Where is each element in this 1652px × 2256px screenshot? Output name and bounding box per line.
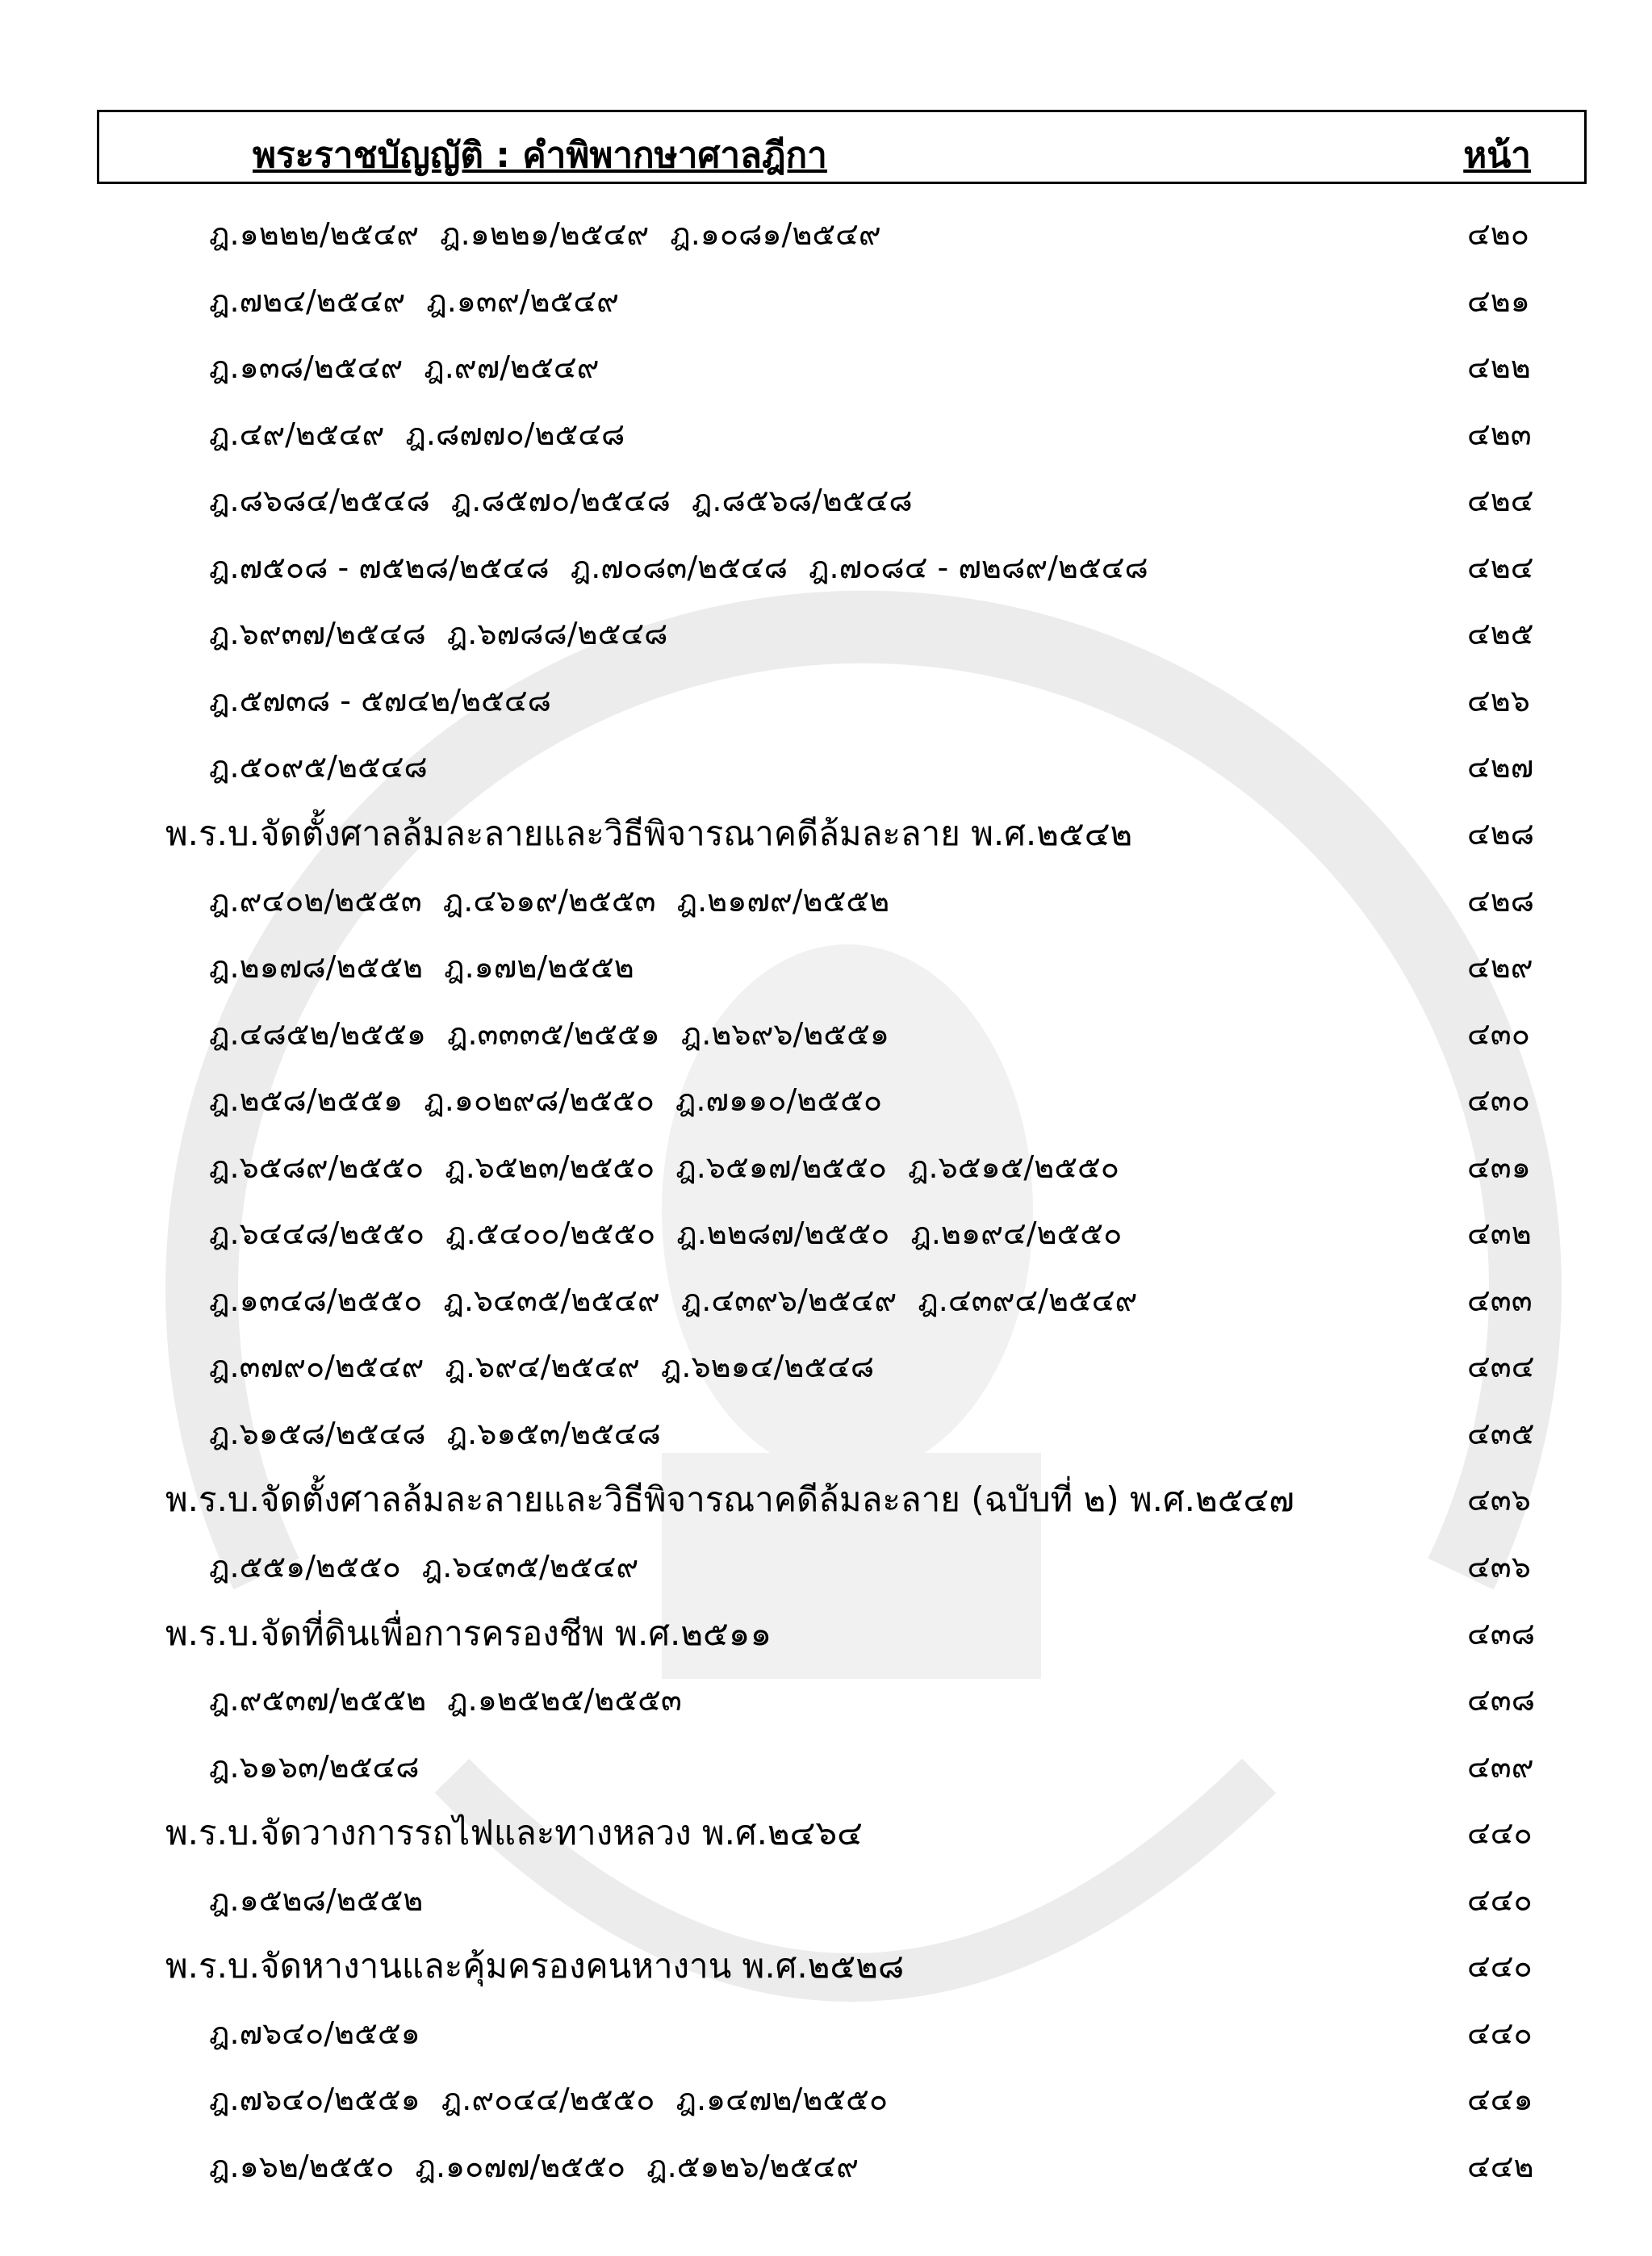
judgment-ref: ฎ.๔๙/๒๕๔๙	[209, 416, 385, 452]
act-heading-row	[0, 811, 1652, 877]
judgment-ref: ฎ.๑๗๒/๒๕๕๒	[444, 949, 634, 986]
judgment-ref: ฎ.๑๖๒/๒๕๕๐	[209, 2148, 395, 2184]
row-text	[209, 345, 620, 390]
page-number: ๔๓๔	[1467, 1349, 1535, 1385]
judgment-ref: ฎ.๑๒๕๒๕/๒๕๕๓	[447, 1682, 682, 1718]
judgment-ref: ฎ.๖๒๑๔/๒๕๔๘	[660, 1349, 875, 1385]
judgment-ref: ฎ.๗๑๑๐/๒๕๕๐	[675, 1082, 883, 1119]
judgment-ref: ฎ.๑๒๒๑/๒๕๔๙	[440, 216, 650, 252]
judgment-row	[0, 1411, 1652, 1477]
act-title: พ.ร.บ.จัดวางการรถไฟและทางหลวง พ.ศ.๒๔๖๔	[165, 1813, 863, 1853]
judgment-row	[0, 2077, 1652, 2143]
page-number: ๔๒๙	[1467, 949, 1533, 986]
row-text	[209, 944, 655, 990]
row-text	[209, 1278, 1158, 1323]
judgment-ref: ฎ.๔๓๙๔/๒๕๔๙	[918, 1282, 1138, 1318]
judgment-ref: ฎ.๖๙๔/๒๕๔๙	[445, 1349, 640, 1385]
row-text	[165, 1477, 1315, 1522]
judgment-row	[0, 944, 1652, 1011]
row-text	[209, 678, 572, 723]
judgment-ref: ฎ.๕๔๐๐/๒๕๕๐	[445, 1216, 656, 1252]
row-text	[209, 611, 688, 656]
judgment-ref: ฎ.๗๐๘๓/๒๕๔๘	[570, 549, 788, 585]
judgment-ref: ฎ.๒๑๗๙/๒๕๕๒	[676, 882, 890, 919]
judgment-row	[0, 345, 1652, 411]
act-title: พ.ร.บ.จัดหางานและคุ้มครองคนหางาน พ.ศ.๒๕๒๘	[165, 1946, 905, 1986]
row-text	[209, 2011, 441, 2056]
row-text	[209, 1877, 444, 1923]
judgment-ref: ฎ.๙๔๐๒/๒๕๕๓	[209, 882, 422, 919]
judgment-ref: ฎ.๖๑๖๓/๒๕๔๘	[209, 1748, 420, 1785]
judgment-ref: ฎ.๗๒๔/๒๕๔๙	[209, 283, 406, 319]
page-number: ๔๓๓	[1467, 1282, 1533, 1318]
judgment-row	[0, 611, 1652, 677]
judgment-row	[0, 1677, 1652, 1743]
act-heading-row	[0, 1477, 1652, 1543]
judgment-ref: ฎ.๒๒๘๗/๒๕๕๐	[676, 1216, 890, 1252]
judgment-ref: ฎ.๕๗๓๘ - ๕๗๔๒/๒๕๔๘	[209, 682, 551, 718]
page-number: ๔๓๖	[1467, 1549, 1531, 1584]
judgment-row	[0, 545, 1652, 611]
judgment-ref: ฎ.๒๕๘/๒๕๕๑	[209, 1082, 404, 1119]
page-number: ๔๒๐	[1467, 216, 1530, 252]
judgment-ref: ฎ.๘๕๗๐/๒๕๔๘	[450, 483, 671, 519]
row-text	[209, 2144, 880, 2189]
page-number: ๔๒๒	[1467, 349, 1531, 386]
page-number: ๔๓๖	[1467, 1482, 1531, 1518]
judgment-row	[0, 878, 1652, 944]
judgment-row	[0, 1145, 1652, 1211]
judgment-ref: ฎ.๖๑๕๘/๒๕๔๘	[209, 1415, 426, 1451]
judgment-ref: ฎ.๕๕๑/๒๕๕๐	[209, 1549, 401, 1584]
row-text	[209, 1744, 441, 1789]
row-text	[209, 2077, 909, 2122]
judgment-row	[0, 1211, 1652, 1277]
judgment-ref: ฎ.๑๓๙/๒๕๔๙	[426, 283, 619, 319]
judgment-ref: ฎ.๒๑๙๔/๒๕๕๐	[910, 1216, 1123, 1252]
act-title: พ.ร.บ.จัดตั้งศาลล้มละลายและวิธีพิจารณาคดีล้มละลาย (ฉบับที่ ๒) พ.ศ.๒๕๔๗	[165, 1480, 1294, 1520]
judgment-row	[0, 744, 1652, 810]
judgment-ref: ฎ.๙๕๓๗/๒๕๕๒	[209, 1682, 427, 1718]
row-text	[209, 1011, 910, 1057]
page-number: ๔๒๗	[1467, 749, 1534, 785]
page-number: ๔๒๖	[1467, 682, 1530, 718]
judgment-ref: ฎ.๒๑๗๘/๒๕๕๒	[209, 949, 424, 986]
judgment-row	[0, 678, 1652, 744]
page-number: ๔๒๕	[1467, 616, 1534, 652]
page-number: ๔๓๘	[1467, 1682, 1536, 1718]
act-heading-row	[0, 1810, 1652, 1877]
judgment-ref: ฎ.๖๕๑๕/๒๕๕๐	[907, 1149, 1119, 1185]
judgment-ref: ฎ.๖๔๓๕/๒๕๔๙	[443, 1282, 660, 1318]
judgment-row	[0, 478, 1652, 544]
column-title: พระราชบัญญัติ : คำพิพากษาศาลฎีกา	[253, 135, 827, 176]
judgment-ref: ฎ.๓๓๓๕/๒๕๕๑	[446, 1015, 660, 1052]
judgment-row	[0, 1744, 1652, 1810]
judgment-ref: ฎ.๓๗๙๐/๒๕๔๙	[209, 1349, 425, 1385]
judgment-ref: ฎ.๖๕๑๗/๒๕๕๐	[675, 1149, 887, 1185]
judgment-ref: ฎ.๑๐๘๑/๒๕๔๙	[670, 216, 881, 252]
row-text	[209, 1344, 895, 1389]
judgment-ref: ฎ.๑๔๗๒/๒๕๕๐	[675, 2082, 889, 2118]
judgment-ref: ฎ.๔๖๑๙/๒๕๕๓	[442, 882, 656, 919]
judgment-ref: ฎ.๕๑๒๖/๒๕๔๙	[646, 2148, 859, 2184]
judgment-ref: ฎ.๖๑๕๓/๒๕๔๘	[446, 1415, 661, 1451]
judgment-ref: ฎ.๗๕๐๘ - ๗๕๒๘/๒๕๔๘	[209, 549, 550, 585]
judgment-row	[0, 1877, 1652, 1944]
judgment-row	[0, 1011, 1652, 1078]
page-number: ๔๓๒	[1467, 1216, 1532, 1252]
row-text	[209, 1411, 682, 1456]
judgment-row	[0, 1278, 1652, 1344]
judgment-ref: ฎ.๙๐๔๔/๒๕๕๐	[441, 2082, 655, 2118]
page-number: ๔๒๔	[1467, 483, 1534, 519]
row-text	[209, 744, 449, 789]
judgment-ref: ฎ.๑๓๘/๒๕๔๙	[209, 349, 404, 386]
judgment-row	[0, 1344, 1652, 1410]
page-number: ๔๔๑	[1467, 2082, 1533, 2118]
row-text	[209, 278, 640, 324]
page-number: ๔๓๙	[1467, 1748, 1534, 1785]
page-number: ๔๒๔	[1467, 549, 1534, 585]
row-text	[165, 1810, 884, 1856]
judgment-row	[0, 2144, 1652, 2210]
judgment-ref: ฎ.๖๔๔๘/๒๕๕๐	[209, 1216, 425, 1252]
page-number: ๔๒๑	[1467, 283, 1530, 319]
judgment-ref: ฎ.๖๕๘๙/๒๕๕๐	[209, 1149, 425, 1185]
row-text	[165, 1611, 793, 1656]
page-number: ๔๔๐	[1467, 1881, 1533, 1918]
judgment-row	[0, 2011, 1652, 2077]
judgment-ref: ฎ.๒๖๙๖/๒๕๕๑	[680, 1015, 889, 1052]
judgment-ref: ฎ.๑๒๒๒/๒๕๔๙	[209, 216, 420, 252]
act-heading-row	[0, 1611, 1652, 1677]
judgment-ref: ฎ.๖๗๘๘/๒๕๔๘	[446, 616, 668, 652]
judgment-ref: ฎ.๘๕๖๘/๒๕๔๘	[691, 483, 913, 519]
page-number: ๔๓๕	[1467, 1415, 1535, 1451]
row-text	[209, 1145, 1140, 1190]
judgment-ref: ฎ.๔๘๕๒/๒๕๕๑	[209, 1015, 426, 1052]
page-number: ๔๓๘	[1467, 1615, 1536, 1651]
judgment-ref: ฎ.๖๔๓๕/๒๕๔๙	[421, 1549, 639, 1584]
page-number: ๔๒๘	[1467, 882, 1535, 919]
judgment-ref: ฎ.๗๐๘๔ - ๗๒๘๙/๒๕๔๘	[809, 549, 1148, 585]
judgment-ref: ฎ.๙๗/๒๕๔๙	[424, 349, 600, 386]
judgment-row	[0, 211, 1652, 278]
row-text	[209, 545, 1169, 590]
page-number: ๔๔๒	[1467, 2148, 1534, 2184]
act-heading-row	[0, 1944, 1652, 2010]
judgment-ref: ฎ.๑๕๒๘/๒๕๕๒	[209, 1881, 424, 1918]
table-header	[97, 110, 1587, 184]
page-number: ๔๓๐	[1467, 1082, 1530, 1119]
page-number: ๔๔๐	[1467, 1948, 1533, 1985]
judgment-ref: ฎ.๖๕๒๓/๒๕๕๐	[445, 1149, 655, 1185]
page-number: ๔๒๓	[1467, 416, 1532, 452]
page-number: ๔๔๐	[1467, 2015, 1533, 2051]
page-number: ๔๓๐	[1467, 1015, 1530, 1052]
page-number: ๔๒๘	[1467, 815, 1535, 852]
row-text	[209, 478, 934, 523]
row-text	[165, 1944, 925, 1989]
row-text	[209, 878, 910, 923]
judgment-row	[0, 412, 1652, 478]
column-page: หน้า	[1463, 135, 1531, 176]
judgment-ref: ฎ.๗๖๔๐/๒๕๕๑	[209, 2015, 420, 2051]
row-text	[209, 211, 902, 257]
row-text	[209, 1211, 1143, 1256]
judgment-row	[0, 1544, 1652, 1610]
judgment-ref: ฎ.๘๖๘๔/๒๕๔๘	[209, 483, 430, 519]
row-text	[209, 1078, 903, 1123]
row-text	[165, 811, 1153, 856]
judgment-ref: ฎ.๗๖๔๐/๒๕๕๑	[209, 2082, 420, 2118]
judgment-ref: ฎ.๕๐๙๕/๒๕๔๘	[209, 749, 428, 785]
judgment-ref: ฎ.๖๙๓๗/๒๕๔๘	[209, 616, 426, 652]
row-text	[209, 1677, 703, 1722]
judgment-ref: ฎ.๑๓๔๘/๒๕๕๐	[209, 1282, 423, 1318]
page-number: ๔๓๑	[1467, 1149, 1531, 1185]
judgment-ref: ฎ.๔๓๙๖/๒๕๔๙	[680, 1282, 897, 1318]
row-text	[209, 1544, 659, 1589]
judgment-ref: ฎ.๑๐๗๗/๒๕๕๐	[415, 2148, 626, 2184]
judgment-row	[0, 1078, 1652, 1144]
judgment-ref: ฎ.๑๐๒๙๘/๒๕๕๐	[424, 1082, 655, 1119]
row-text	[209, 412, 646, 457]
judgment-ref: ฎ.๘๗๗๐/๒๕๔๘	[405, 416, 625, 452]
act-title: พ.ร.บ.จัดตั้งศาลล้มละลายและวิธีพิจารณาคดีล้มละลาย พ.ศ.๒๕๔๒	[165, 813, 1133, 853]
act-title: พ.ร.บ.จัดที่ดินเพื่อการครองชีพ พ.ศ.๒๕๑๑	[165, 1613, 772, 1653]
page-number: ๔๔๐	[1467, 1815, 1533, 1852]
judgment-row	[0, 278, 1652, 345]
